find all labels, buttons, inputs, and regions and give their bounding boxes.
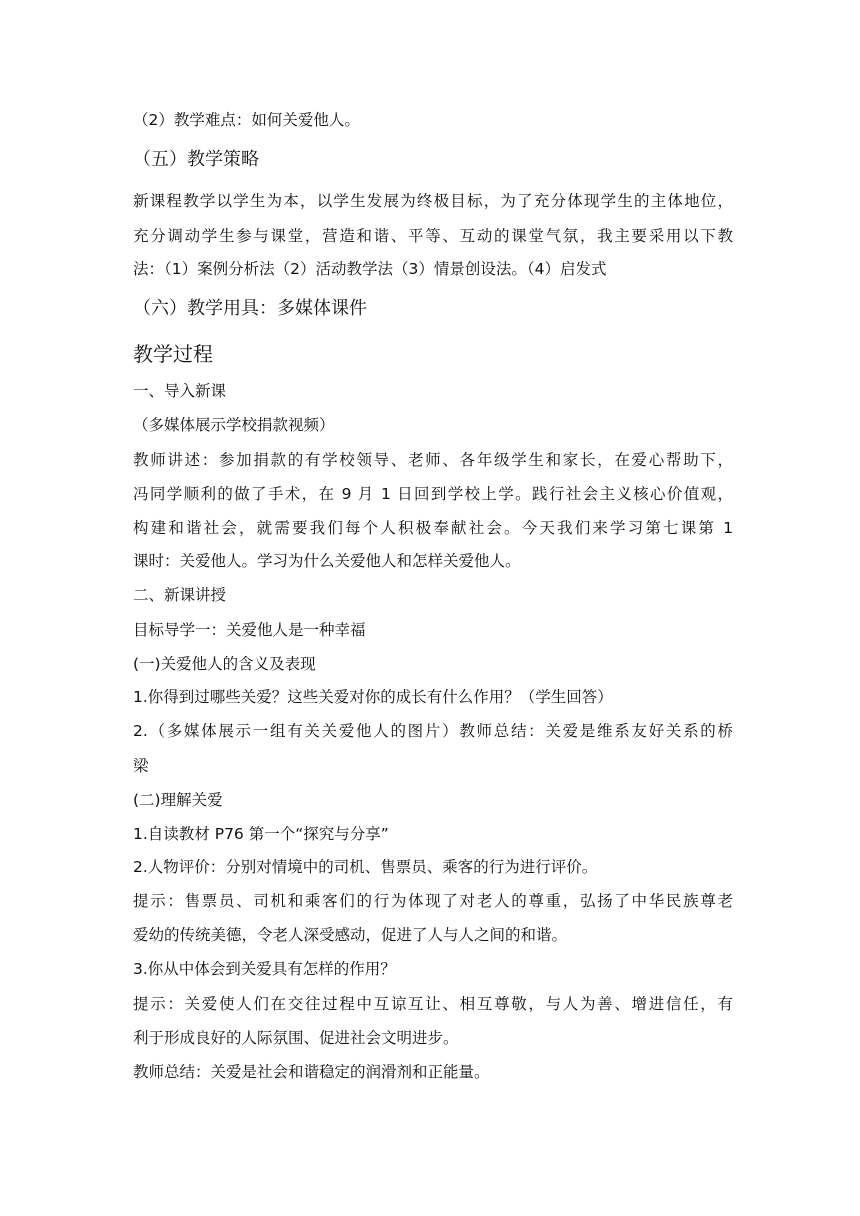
- hint-one-line-2: 爱幼的传统美德，令老人深受感动，促进了人与人之间的和谐。: [133, 926, 568, 944]
- question-two-line-2: 梁: [133, 757, 149, 775]
- difficulty-point: （2）教学难点：如何关爱他人。: [133, 111, 360, 129]
- strategy-paragraph-line-1: 新课程教学以学生为本，以学生发展为终极目标，为了充分体现学生的主体地位，: [133, 192, 733, 210]
- teacher-narration-line-1: 教师讲述：参加捐款的有学校领导、老师、各年级学生和家长，在爱心帮助下，: [133, 451, 733, 469]
- character-evaluation: 2.人物评价：分别对情境中的司机、售票员、乘客的行为进行评价。: [133, 858, 598, 876]
- section-new-lesson: 二、新课讲授: [133, 586, 227, 604]
- strategy-paragraph-line-3: 法：（1）案例分析法（2）活动教学法（3）情景创设法。（4）启发式: [133, 260, 607, 278]
- teacher-narration-line-3: 构建和谐社会，就需要我们每个人积极奉献社会。今天我们来学习第七课第 1: [133, 519, 733, 537]
- section-intro-new-lesson: 一、导入新课: [133, 382, 227, 400]
- section-heading-tools: （六）教学用具：多媒体课件: [133, 298, 367, 319]
- question-one: 1.你得到过哪些关爱？这些关爱对你的成长有什么作用？（学生回答）: [133, 688, 613, 706]
- section-heading-strategy: （五）教学策略: [133, 149, 259, 170]
- question-two-line-1: 2.（多媒体展示一组有关关爱他人的图片）教师总结：关爱是维系友好关系的桥: [133, 722, 733, 740]
- subsection-understanding: (二)理解关爱: [133, 791, 223, 809]
- teaching-process-title: 教学过程: [133, 342, 213, 366]
- teacher-narration-line-2: 冯同学顺利的做了手术，在 9 月 1 日回到学校上学。践行社会主义核心价值观，: [133, 485, 733, 503]
- multimedia-note: （多媒体展示学校捐款视频）: [133, 416, 335, 434]
- learning-goal-one: 目标导学一：关爱他人是一种幸福: [133, 621, 366, 639]
- strategy-paragraph-line-2: 充分调动学生参与课堂，营造和谐、平等、互动的课堂气氛，我主要采用以下教: [133, 227, 733, 245]
- teacher-narration-line-4: 课时：关爱他人。学习为什么关爱他人和怎样关爱他人。: [133, 552, 521, 570]
- teacher-summary: 教师总结：关爱是社会和谐稳定的润滑剂和正能量。: [133, 1063, 490, 1081]
- hint-two-line-1: 提示：关爱使人们在交往过程中互谅互让、相互尊敬，与人为善、增进信任，有: [133, 995, 733, 1013]
- hint-one-line-1: 提示：售票员、司机和乘客们的行为体现了对老人的尊重，弘扬了中华民族尊老: [133, 892, 733, 910]
- hint-two-line-2: 利于形成良好的人际氛围、促进社会文明进步。: [133, 1029, 459, 1047]
- reading-task: 1.自读教材 P76 第一个“探究与分享”: [133, 825, 389, 843]
- subsection-meaning: (一)关爱他人的含义及表现: [133, 655, 316, 673]
- question-three: 3.你从中体会到关爱具有怎样的作用？: [133, 960, 396, 978]
